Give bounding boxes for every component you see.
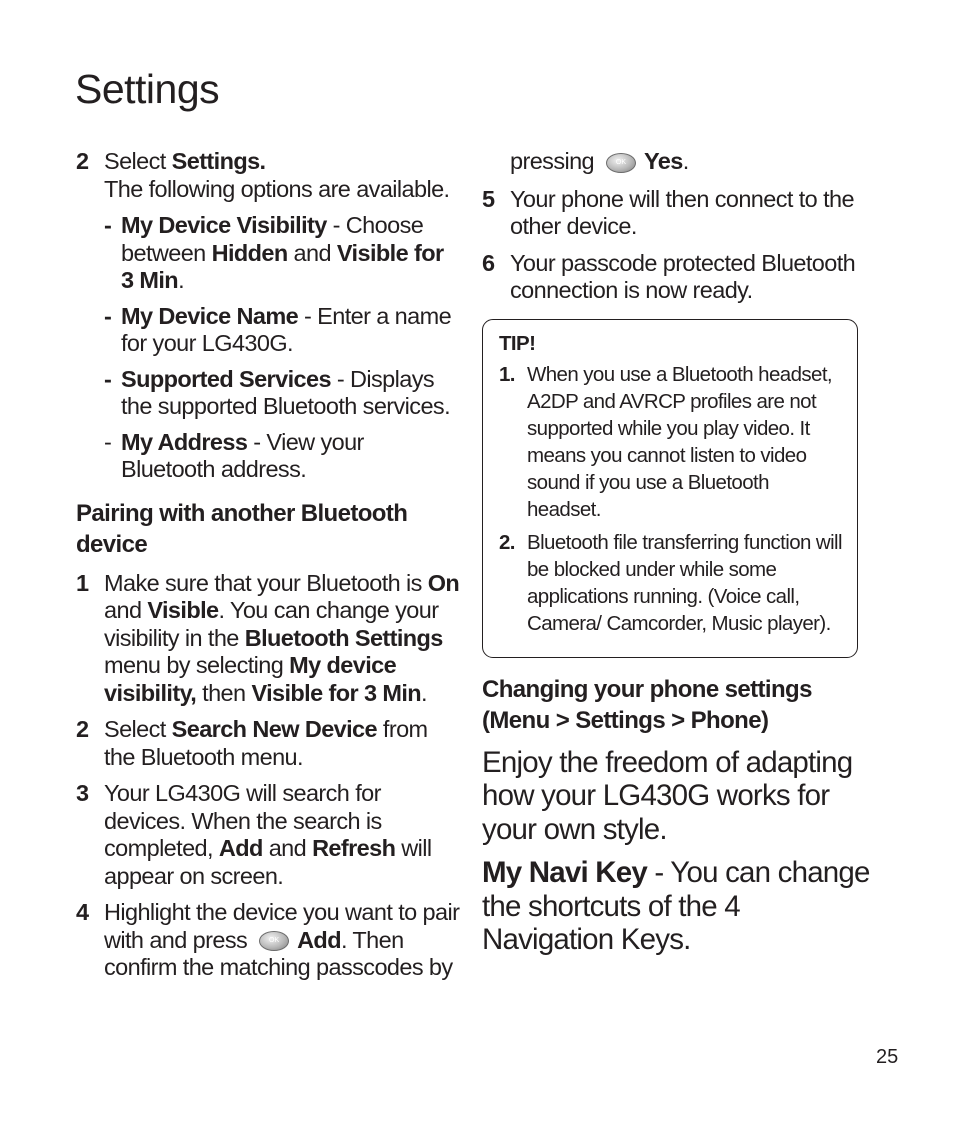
pairing-step-4 (76, 899, 461, 982)
pairing-step-2 (76, 716, 461, 771)
step-text: from the Bluetooth menu. (104, 716, 428, 770)
ok-key-icon: OK (606, 153, 636, 173)
step-text: . You can change your visibility in the (104, 597, 439, 651)
step-text: menu by selecting (104, 652, 290, 678)
step-text: and (262, 835, 313, 861)
option-supported-services (104, 366, 461, 421)
step-text: pressing (510, 148, 600, 174)
option-my-device-visibility (104, 212, 461, 295)
step-bold: Bluetooth Settings (244, 624, 443, 651)
step-bold: Settings. (171, 148, 266, 174)
pairing-step-5 (482, 186, 872, 241)
step-number: 6 (482, 249, 495, 276)
bullet-dash: - (104, 302, 112, 329)
option-text: and (287, 239, 337, 266)
option-text: - Enter a name for your LG430G. (121, 302, 452, 356)
step-bold: Refresh (312, 835, 396, 861)
step-text: . (421, 679, 427, 706)
tip-item (499, 529, 843, 637)
step-text: and (104, 597, 148, 623)
option-text: - Displays the supported Bluetooth services. (121, 365, 450, 419)
step-text: Highlight the device you want to pair with and press (104, 899, 460, 953)
step-text: Select (104, 148, 172, 174)
step-text: will appear on screen. (104, 835, 432, 889)
right-column (482, 148, 872, 957)
step-number: 5 (482, 185, 495, 212)
option-my-address (104, 429, 461, 484)
step-4-continuation (510, 148, 872, 176)
step-body: Your passcode protected Bluetooth connection is now ready. (510, 249, 856, 303)
option-name: My Device Name (121, 302, 299, 329)
option-my-device-name (104, 303, 461, 358)
step-bold: Add (218, 835, 263, 861)
bullet-dash: - (104, 212, 112, 238)
option-body (121, 212, 461, 295)
option-text: - View your Bluetooth address. (121, 428, 364, 482)
tip-label: TIP! (499, 331, 536, 355)
phone-settings-intro: Enjoy the freedom of adapting how your LG430G works for your own style. (482, 745, 853, 846)
option-body (121, 366, 461, 421)
left-column (76, 148, 461, 991)
option-name: My Device Visibility (121, 212, 327, 238)
pairing-step-6 (482, 250, 872, 305)
step-number: 4 (76, 899, 89, 925)
step-text: then (196, 679, 252, 706)
option-text: . (178, 267, 184, 293)
step-bold: My device visibility, (104, 652, 397, 706)
step-2-select-settings (76, 148, 461, 203)
option-text: - Choose between (121, 212, 424, 266)
step-text: . (682, 148, 689, 174)
tip-box (482, 319, 858, 658)
step-text: Your LG430G will search for devices. When the search is completed, (104, 780, 382, 861)
bullet-dash: - (104, 428, 112, 455)
pairing-heading: Pairing with another Bluetooth device (76, 499, 408, 558)
step-number: 2 (76, 716, 89, 742)
step-text: Make sure that your Bluetooth is (104, 569, 428, 596)
tip-text: Bluetooth file transferring function will be blocked under while some applications running. (Voice call, Camera/ Camcorder, Music player). (527, 530, 842, 635)
navi-key-text: - You can change the shortcuts of the 4 Navigation Keys. (482, 856, 870, 956)
step-bold: Visible for 3 Min (251, 679, 422, 706)
pairing-step-3 (76, 780, 461, 890)
option-name: My Address (121, 428, 248, 455)
step-bold: Visible (147, 597, 219, 623)
my-navi-key-description (482, 856, 872, 957)
step-body: Your phone will then connect to the other device. (510, 185, 854, 239)
tip-text: When you use a Bluetooth headset, A2DP and AVRCP profiles are not supported while you play video. It means you cannot listen to video sound if you use a Bluetooth headset. (527, 362, 833, 521)
step-number: 3 (76, 780, 89, 806)
option-body (121, 303, 461, 358)
step-text: . Then confirm the matching passcodes by (104, 926, 453, 980)
bullet-dash: - (104, 365, 112, 392)
step-body (104, 716, 461, 771)
page-title: Settings (75, 66, 220, 112)
step-bold: Yes (643, 148, 683, 174)
page-number: 25 (876, 1046, 899, 1068)
step-body (104, 570, 461, 708)
tip-number: 1. (499, 362, 515, 386)
ok-key-icon: OK (259, 931, 289, 951)
step-bold: Add (297, 926, 341, 953)
step-number: 2 (76, 148, 89, 174)
step-number: 1 (76, 569, 89, 596)
tip-item (499, 361, 843, 523)
option-bold: Visible for 3 Min (121, 239, 444, 293)
tip-number: 2. (499, 530, 515, 554)
step-body (104, 780, 461, 890)
option-bold: Hidden (211, 239, 288, 266)
step-body (104, 148, 461, 203)
option-name: Supported Services (121, 365, 331, 392)
step-text: The following options are available. (104, 175, 450, 202)
option-body (121, 429, 461, 484)
step-body (104, 899, 461, 982)
phone-settings-heading: Changing your phone settings (Menu > Settings > Phone) (482, 675, 812, 734)
step-bold: Search New Device (171, 716, 377, 742)
step-text: Select (104, 716, 172, 742)
pairing-step-1 (76, 570, 461, 708)
navi-key-name: My Navi Key (482, 856, 648, 889)
step-bold: On (427, 569, 460, 596)
